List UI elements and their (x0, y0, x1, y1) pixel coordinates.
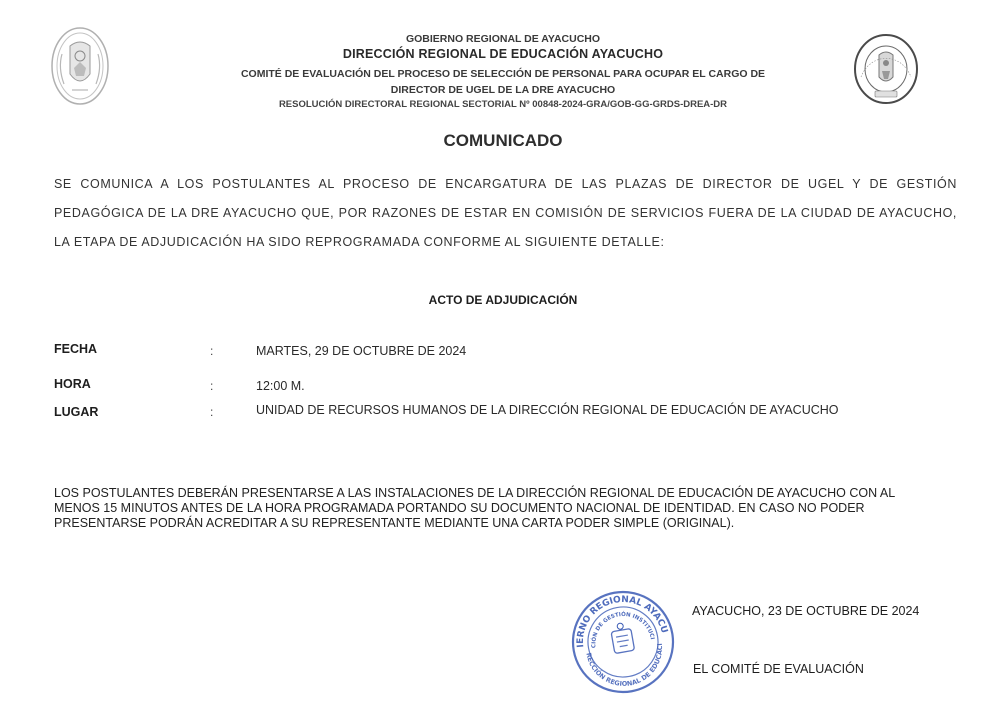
detail-value-hora: 12:00 M. (256, 379, 305, 393)
detail-colon-fecha: : (210, 344, 214, 358)
document-title: COMUNICADO (443, 131, 563, 150)
detail-label-hora: HORA (54, 377, 91, 391)
header-government-name: GOBIERNO REGIONAL DE AYACUCHO (405, 33, 601, 45)
header-committee-line-a: COMITÉ DE EVALUACIÓN DEL PROCESO DE SELECCIÓN DE PERSONAL PARA OCUPAR EL CARGO DE (240, 68, 766, 80)
notice-paragraph: LOS POSTULANTES DEBERÁN PRESENTARSE A LAS INSTALACIONES DE LA DIRECCIÓN REGIONAL DE EDUCACIÓN DE AYACUCHO CON AL MENOS 15 MINUTOS ANTES DE LA HORA PROGRAMADA PORTANDO SU DOCUMENTO NACIONAL DE IDENTIDAD. EN CASO NO PODER PRESENTARSE PODRÁN ACREDITAR A SU REPRESENTANTE MEDIANTE UNA CARTA PODER SIMPLE (ORIGINAL). (54, 486, 895, 530)
ayacucho-coat-of-arms-logo (48, 24, 112, 108)
stamp-bottom-text: DIRECCIÓN REGIONAL DE EDUCACIÓN (584, 642, 665, 688)
header-directorate-name: DIRECCIÓN REGIONAL DE EDUCACIÓN AYACUCHO (342, 47, 664, 61)
detail-label-lugar: LUGAR (54, 405, 99, 419)
detail-colon-lugar: : (210, 405, 214, 419)
dre-ayacucho-seal-logo (853, 33, 919, 105)
header-committee-line-b: DIRECTOR DE UGEL DE LA DRE AYACUCHO (390, 84, 616, 96)
intro-paragraph: SE COMUNICA A LOS POSTULANTES AL PROCESO DE ENCARGATURA DE LAS PLAZAS DE DIRECTOR DE UGEL Y DE GESTIÓN PEDAGÓGICA DE LA DRE AYACUCHO QUE, POR RAZONES DE ESTAR EN COMISIÓN DE SERVICIOS FUERA DE LA CIUDAD DE AYACUCHO, LA ETAPA DE ADJUDICACIÓN HA SIDO REPROGRAMADA CONFORME AL SIGUIENTE DETALLE: (54, 177, 957, 249)
header-committee-line (200, 66, 806, 98)
stamp-inner-text: DIRECCIÓN DE GESTIÓN INSTITUCIONAL (591, 611, 655, 649)
adjudication-section-title: ACTO DE ADJUDICACIÓN (428, 293, 578, 307)
institutional-stamp (569, 588, 677, 696)
signature-committee: EL COMITÉ DE EVALUACIÓN (693, 662, 864, 676)
detail-colon-hora: : (210, 379, 214, 393)
header-resolution-number: RESOLUCIÓN DIRECTORAL REGIONAL SECTORIAL Nº 00848-2024-GRA/GOB-GG-GRDS-DREA-DR (278, 99, 728, 110)
stamp-outer-text: GOBIERNO REGIONAL AYACUCHO (575, 594, 669, 649)
detail-value-lugar: UNIDAD DE RECURSOS HUMANOS DE LA DIRECCIÓN REGIONAL DE EDUCACIÓN DE AYACUCHO (256, 403, 839, 417)
signature-date: AYACUCHO, 23 DE OCTUBRE DE 2024 (692, 604, 920, 618)
detail-value-fecha: MARTES, 29 DE OCTUBRE DE 2024 (256, 344, 467, 358)
detail-label-fecha: FECHA (54, 342, 98, 356)
